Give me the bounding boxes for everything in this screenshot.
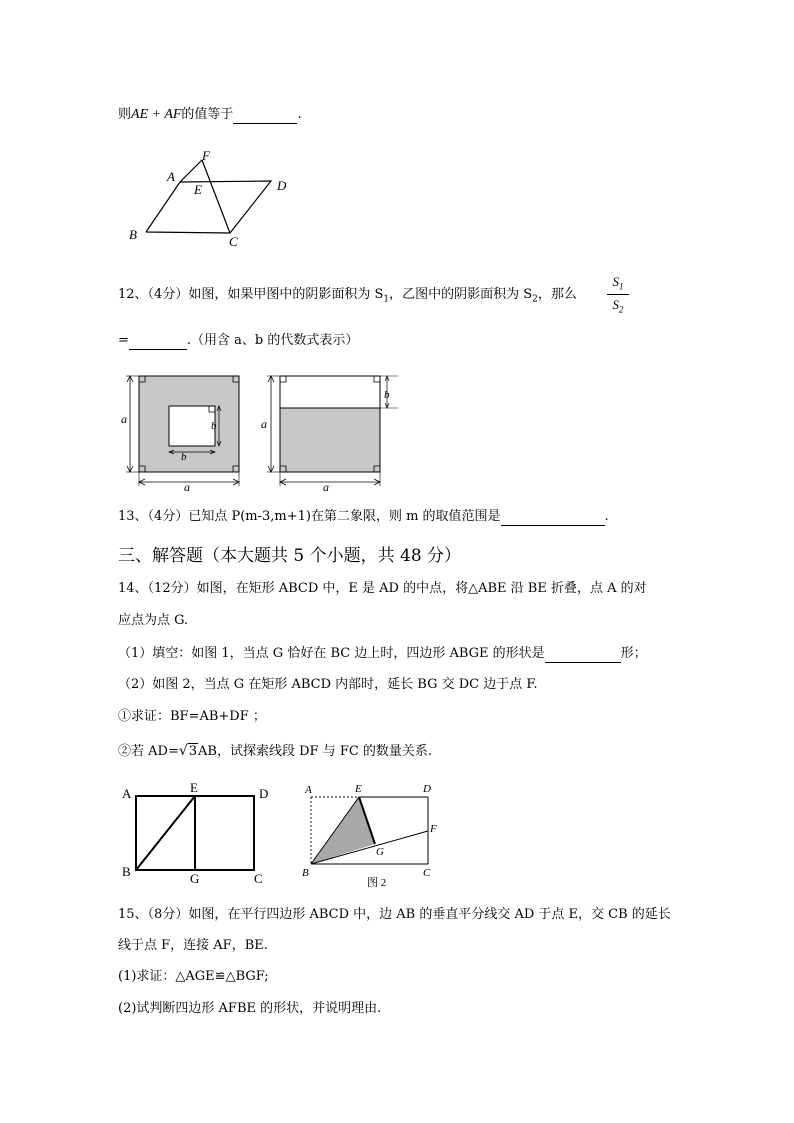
q14-sub2-suffix: AB，试探索线段 DF 与 FC 的数量关系. <box>198 744 433 759</box>
q14-fig1-label-G: G <box>190 871 200 886</box>
q14-sub2 <box>118 742 432 761</box>
q12-fraction <box>607 274 629 314</box>
q13-line <box>118 508 609 526</box>
q14-sub2-prefix: ②若 AD= <box>118 744 179 759</box>
q12-mid: ，乙图中的阴影面积为 S <box>389 287 533 302</box>
q11-label-D: D <box>277 178 287 193</box>
q11-line <box>118 106 302 124</box>
q12-line1 <box>118 286 577 309</box>
q11-prefix: 则 <box>118 107 132 122</box>
q13-text: 13、（4分）已知点 P(m-3,m+1)在第二象限，则 m 的取值范围是 <box>118 509 501 524</box>
q14-figure-2 <box>296 780 446 890</box>
q12-fig2-a-left: a <box>261 417 267 431</box>
q14-answer-blank <box>545 662 621 663</box>
q12-fig1-b-right: b <box>211 420 217 432</box>
q12-frac-num: S <box>612 274 619 289</box>
section-3-heading: 三、解答题（本大题共 5 个小题，共 48 分） <box>118 546 462 566</box>
q14-part2: （2）如图 2，当点 G 在矩形 ABCD 内部时，延长 BG 交 DC 边于点 F. <box>118 677 538 692</box>
q11-answer-blank <box>233 123 297 124</box>
q12-frac-num-sub: 1 <box>619 281 624 292</box>
q14-fig1-label-B: B <box>122 864 131 879</box>
q14-sub1: ①求证：BF=AB+DF ； <box>118 709 266 724</box>
q11-label-F: F <box>202 148 210 163</box>
q12-tail: ，那么 <box>537 287 577 302</box>
q14-figure-1 <box>118 782 278 887</box>
q11-label-B: B <box>129 227 137 242</box>
sqrt-icon: √ <box>178 743 188 759</box>
q14-fig2-label-C: C <box>423 867 431 879</box>
q12-line2 <box>118 332 358 350</box>
q12-fig1-a-bottom: a <box>184 480 190 493</box>
q12-fig1-a-left: a <box>121 412 127 426</box>
q11-expression: AE + AF <box>131 107 182 122</box>
q12-frac-den-sub: 2 <box>619 304 624 315</box>
q15-line1: 15、（8分）如图，在平行四边形 ABCD 中，边 AB 的垂直平分线交 AD 于点 E，交 CB 的延长 <box>118 907 671 922</box>
q12-line2-prefix: = <box>118 333 129 348</box>
q14-sqrt-value: 3 <box>188 744 198 759</box>
q14-line2: 应点为点 G. <box>118 613 189 628</box>
q12-line2-suffix: .（用含 a、b 的代数式表示） <box>186 333 359 348</box>
q11-end: . <box>297 107 302 122</box>
q15-line2: 线于点 F，连接 AF，BE. <box>118 938 268 953</box>
q14-fig2-caption: 图 2 <box>367 877 387 889</box>
q14-line1: 14、（12分）如图，在矩形 ABCD 中，E 是 AD 的中点，将△ABE 沿 BE 折叠，点 A 的对 <box>118 581 647 596</box>
q14-fig2-label-G: G <box>376 846 384 858</box>
q15-part2: (2)试判断四边形 AFBE 的形状，并说明理由. <box>118 1001 382 1016</box>
q12-fig2-a-bottom: a <box>323 480 329 493</box>
q14-fig2-label-F: F <box>430 823 437 835</box>
q12-fig2-b: b <box>384 389 390 401</box>
q12-fig1-b-bottom: b <box>181 451 187 463</box>
q11-label-C: C <box>229 234 238 248</box>
q14-part1-end: 形； <box>620 646 647 661</box>
q11-label-E: E <box>194 182 202 197</box>
q14-fig2-label-E: E <box>355 783 362 795</box>
q14-fig2-label-D: D <box>423 783 431 795</box>
q13-end: . <box>604 509 609 524</box>
q14-fig1-label-C: C <box>254 871 263 886</box>
q12-text: 12、（4分）如图，如果甲图中的阴影面积为 S <box>118 287 384 302</box>
q11-label-A: A <box>167 169 175 184</box>
q14-part1 <box>118 645 647 663</box>
q12-sub2: 2 <box>532 294 538 305</box>
q14-fig1-label-A: A <box>122 786 132 801</box>
q12-sub1: 1 <box>383 294 390 305</box>
q14-fig2-label-B: B <box>302 867 309 879</box>
q14-fig1-label-E: E <box>190 782 198 795</box>
q14-fig2-label-A: A <box>305 784 312 796</box>
q12-answer-blank <box>129 349 187 350</box>
q15-part1: (1)求证：△AGE≌△BGF; <box>118 969 269 984</box>
q12-frac-den: S <box>612 296 619 312</box>
q13-answer-blank <box>501 525 605 526</box>
q12-figures <box>118 368 408 493</box>
q14-part1-text: （1）填空：如图 1，当点 G 恰好在 BC 边上时，四边形 ABGE 的形状是 <box>118 646 545 661</box>
q11-parallelogram-figure <box>120 148 310 248</box>
q14-fig1-label-D: D <box>259 786 269 801</box>
q11-suffix: 的值等于 <box>181 107 234 122</box>
